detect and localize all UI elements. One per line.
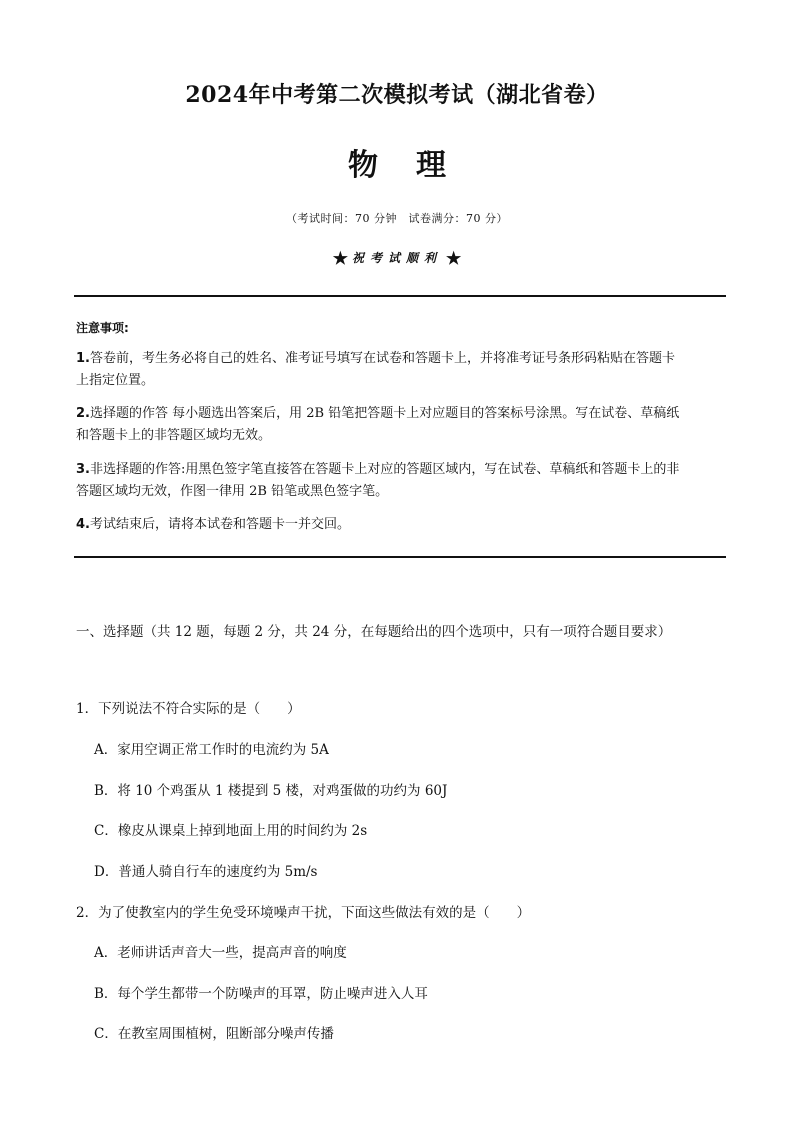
- notice-number: 4.: [76, 517, 90, 532]
- subject-title: [0, 140, 794, 184]
- exam-title: 2024年中考第二次模拟考试（湖北省卷）: [185, 82, 609, 108]
- bottom-divider: [74, 556, 726, 558]
- notice-number: 3.: [76, 462, 90, 477]
- notice-number: 1.: [76, 351, 90, 366]
- option-b: B．每个学生都带一个防噪声的耳罩，防止噪声进入人耳: [94, 986, 428, 1002]
- notice-item: [76, 403, 726, 447]
- question-stem: 2．为了使教室内的学生免受环境噪声干扰，下面这些做法有效的是（ ）: [76, 905, 531, 921]
- question-stem: 1．下列说法不符合实际的是（ ）: [76, 701, 301, 717]
- subject-char-2: 理: [416, 148, 446, 183]
- notice-text-cont: 答题区域均无效，作图一律用 2B 铅笔或黑色签字笔。: [76, 484, 389, 499]
- notice-item: [76, 514, 726, 536]
- star-icon: ★: [446, 249, 462, 269]
- notice-text: 答卷前，考生务必将自己的姓名、准考证号填写在试卷和答题卡上，并将准考证号条形码粘贴在答题卡: [89, 351, 675, 366]
- notice-text-cont: 上指定位置。: [76, 373, 155, 388]
- notice-number: 2.: [76, 406, 90, 421]
- notice-text: 考试结束后，请将本试卷和答题卡一并交回。: [89, 517, 350, 532]
- notice-heading: 注意事项:: [76, 321, 129, 335]
- section-heading: 一、选择题（共 12 题，每题 2 分，共 24 分，在每题给出的四个选项中，只有一项符合题目要求）: [76, 624, 672, 640]
- blessing-text: 祝考试顺利: [351, 251, 442, 265]
- exam-info: （考试时间：70 分钟 试卷满分：70 分）: [286, 212, 508, 225]
- option-c: C．橡皮从课桌上掉到地面上用的时间约为 2s: [94, 823, 368, 839]
- blessing-line: [0, 249, 794, 269]
- option-c: C．在教室周围植树，阻断部分噪声传播: [94, 1026, 334, 1042]
- option-a: A．老师讲话声音大一些，提高声音的响度: [94, 945, 347, 961]
- top-divider: [74, 295, 726, 297]
- option-d: D．普通人骑自行车的速度约为 5m/s: [94, 864, 318, 880]
- option-b: B．将 10 个鸡蛋从 1 楼提到 5 楼，对鸡蛋做的功约为 60J: [94, 783, 448, 799]
- notice-item: [76, 459, 726, 503]
- subject-char-1: 物: [348, 148, 378, 183]
- notice-item: [76, 348, 726, 392]
- notice-text: 选择题的作答 每小题选出答案后，用 2B 铅笔把答题卡上对应题目的答案标号涂黑。写在试卷、草稿纸: [89, 406, 680, 421]
- option-a: A．家用空调正常工作时的电流约为 5A: [94, 742, 329, 758]
- notice-text-cont: 和答题卡上的非答题区域均无效。: [76, 428, 272, 443]
- star-icon: ★: [332, 249, 348, 269]
- notice-text: 非选择题的作答:用黑色签字笔直接答在答题卡上对应的答题区域内，写在试卷、草稿纸和答题卡上的非: [89, 462, 680, 477]
